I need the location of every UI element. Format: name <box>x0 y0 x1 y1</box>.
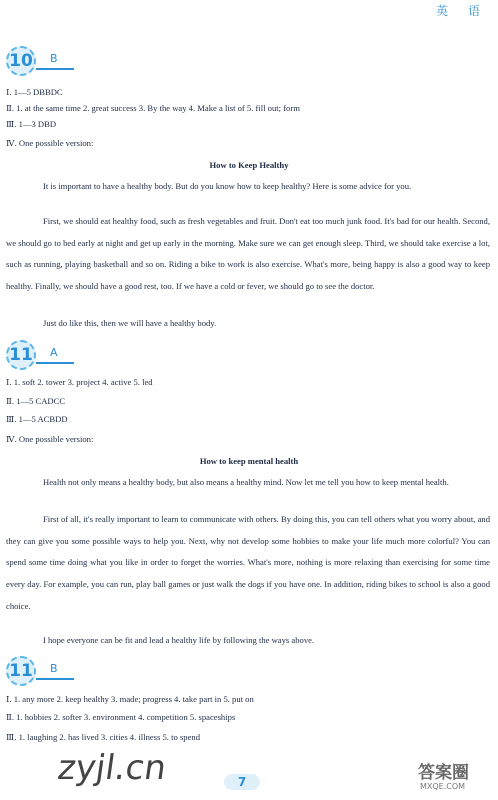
section-letter: B <box>50 52 58 65</box>
badge-underline <box>36 678 74 680</box>
answer-line: Ⅱ. 1. hobbies 2. softer 3. environment 4. competition 5. spaceships <box>6 712 236 722</box>
answer-line: Ⅳ. One possible version: <box>6 138 94 148</box>
answer-line: Ⅰ. 1—5 DBBDC <box>6 87 63 97</box>
essay-paragraph: Health not only means a healthy body, but also means a healthy mind. Now let me tell you how to keep mental health. <box>43 477 449 487</box>
watermark-stamp-sub: MXQE.COM <box>420 782 466 791</box>
answer-line: Ⅲ. 1—3 DBD <box>6 119 57 129</box>
section-letter: A <box>50 346 58 359</box>
essay-paragraph: First of all, it's really important to learn to communicate with others. By doing this, you can tell others what you worry about, and they can give you some possible ways to help you. Next, why not develop some hobbies to make your life much more colorful? You can spend some time doing what you like in order to forget the worries. What's more, nothing is more relaxing than exercising for some time every day. For example, you can run, play ball games or just walk the dogs if you have one. In addition, riding bikes to school is also a good choice. <box>6 514 490 611</box>
essay-paragraph: It is important to have a healthy body. But do you know how to keep healthy? Here is some advice for you. <box>43 181 412 191</box>
subject-label: 英 语 <box>436 4 488 18</box>
essay-paragraph: Just do like this, then we will have a healthy body. <box>43 318 217 328</box>
answer-line: Ⅰ. 1. any more 2. keep healthy 3. made; progress 4. take part in 5. put on <box>6 694 254 704</box>
badge-underline <box>36 362 74 364</box>
watermark-stamp: 答案圈 <box>418 763 469 783</box>
answer-line: Ⅲ. 1—5 ACBDD <box>6 414 68 424</box>
badge-underline <box>36 68 74 70</box>
section-number: 10 <box>6 46 36 76</box>
essay-paragraph: First, we should eat healthy food, such as fresh vegetables and fruit. Don't eat too much junk food. It's bad for our health. Second, we should go to bed early at night and get up early in the morning. Make sure we can get enough sleep. Third, we should take exercise a lot, such as running, playing basketball and so on. Riding a bike to work is also exercise. What's more, being happy is also a good way to keep healthy. Finally, we should have a good rest, too. If we have a cold or fever, we should go to see the doctor. <box>6 216 490 292</box>
answer-line: Ⅰ. 1. soft 2. tower 3. project 4. active 5. led <box>6 377 153 387</box>
section-badge <box>6 46 76 78</box>
essay-title: How to Keep Healthy <box>209 160 289 170</box>
answer-line: Ⅳ. One possible version: <box>6 434 94 444</box>
section-number: 11 <box>6 656 36 686</box>
section-badge <box>6 656 76 688</box>
section-letter: B <box>50 662 58 675</box>
answer-line: Ⅲ. 1. laughing 2. has lived 3. cities 4. illness 5. to spend <box>6 732 200 742</box>
essay-title: How to keep mental health <box>199 456 299 466</box>
essay-paragraph: I hope everyone can be fit and lead a healthy life by following the ways above. <box>43 635 315 645</box>
answer-line: Ⅱ. 1. at the same time 2. great success 3. By the way 4. Make a list of 5. fill out; form <box>6 103 300 113</box>
watermark-logo: zyjl.cn <box>55 748 169 788</box>
page-number: 7 <box>220 772 264 792</box>
section-number: 11 <box>6 340 36 370</box>
section-badge <box>6 340 76 372</box>
answer-line: Ⅱ. 1—5 CADCC <box>6 396 66 406</box>
